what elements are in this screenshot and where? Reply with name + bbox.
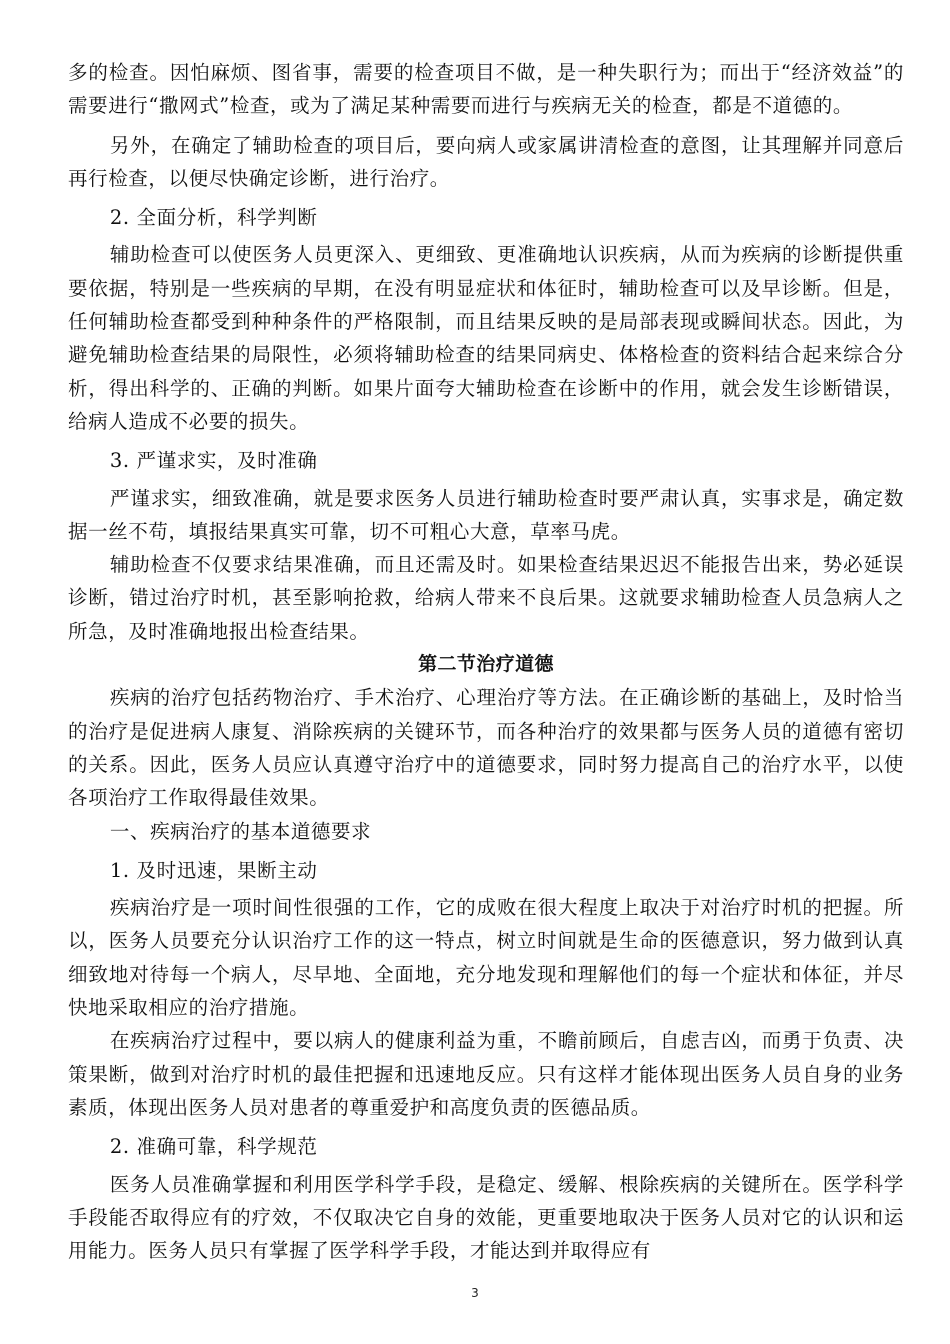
document-page	[68, 56, 904, 1267]
paragraph-body: 辅助检查不仅要求结果准确，而且还需及时。如果检查结果迟迟不能报告出来，势必延误诊断，错过治疗时机，甚至影响抢救，给病人带来不良后果。这就要求辅助检查人员急病人之所急，及时准确地报出检查结果。	[68, 553, 904, 643]
section-title: 第二节治疗道德	[418, 653, 554, 676]
paragraph-body: 辅助检查可以使医务人员更深入、更细致、更准确地认识疾病，从而为疾病的诊断提供重要依据，特别是一些疾病的早期，在没有明显症状和体征时，辅助检查可以及早诊断。但是，任何辅助检查都受到种种条件的严格限制，而且结果反映的是局部表现或瞬间状态。因此，为避免辅助检查结果的局限性，必须将辅助检查的结果同病史、体格检查的资料结合起来综合分析，得出科学的、正确的判断。如果片面夸大辅助检查在诊断中的作用，就会发生诊断错误，给病人造成不必要的损失。	[68, 243, 904, 433]
subheading-accurate: 2. 准确可靠，科学规范	[109, 1135, 318, 1159]
paragraph-body: 严谨求实，细致准确，就是要求医务人员进行辅助检查时要严肃认真，实事求是，确定数据一丝不苟，填报结果真实可靠，切不可粗心大意，草率马虎。	[68, 486, 904, 543]
subsection-title: 一、疾病治疗的基本道德要求	[109, 819, 372, 843]
paragraph-body: 医务人员准确掌握和利用医学科学手段，是稳定、缓解、根除疾病的关键所在。医学科学手段能否取得应有的疗效，不仅取决它自身的效能，更重要地取决于医务人员对它的认识和运用能力。医务人员只有掌握了医学科学手段，才能达到并取得应有	[68, 1172, 904, 1263]
subheading-full-analysis: 2. 全面分析，科学判断	[109, 206, 318, 230]
subheading-timely: 1. 及时迅速，果断主动	[109, 858, 318, 882]
page-number: 3	[471, 1286, 479, 1300]
paragraph-body: 疾病的治疗包括药物治疗、手术治疗、心理治疗等方法。在正确诊断的基础上，及时恰当的治疗是促进病人康复、消除疾病的关键环节，而各种治疗的效果都与医务人员的道德有密切的关系。因此，医务人员应认真遵守治疗中的道德要求，同时努力提高自己的治疗水平，以使各项治疗工作取得最佳效果。	[68, 686, 904, 810]
paragraph-body: 另外，在确定了辅助检查的项目后，要向病人或家属讲清检查的意图，让其理解并同意后再行检查，以便尽快确定诊断，进行治疗。	[68, 133, 904, 190]
subheading-rigorous: 3. 严谨求实，及时准确	[109, 449, 318, 473]
paragraph-body: 在疾病治疗过程中，要以病人的健康利益为重，不瞻前顾后，自虑吉凶，而勇于负责、决策果断，做到对治疗时机的最佳把握和迅速地反应。只有这样才能体现出医务人员自身的业务素质，体现出医务人员对患者的尊重爱护和高度负责的医德品质。	[68, 1029, 904, 1119]
paragraph-body: 疾病治疗是一项时间性很强的工作，它的成败在很大程度上取决于对治疗时机的把握。所以，医务人员要充分认识治疗工作的这一特点，树立时间就是生命的医德意识，努力做到认真细致地对待每一个病人，尽早地、全面地，充分地发现和理解他们的每一个症状和体征，并尽快地采取相应的治疗措施。	[68, 896, 904, 1020]
paragraph-continued: 多的检查。因怕麻烦、图省事，需要的检查项目不做，是一种失职行为；而出于“经济效益”的需要进行“撒网式”检查，或为了满足某种需要而进行与疾病无关的检查，都是不道德的。	[68, 61, 904, 118]
